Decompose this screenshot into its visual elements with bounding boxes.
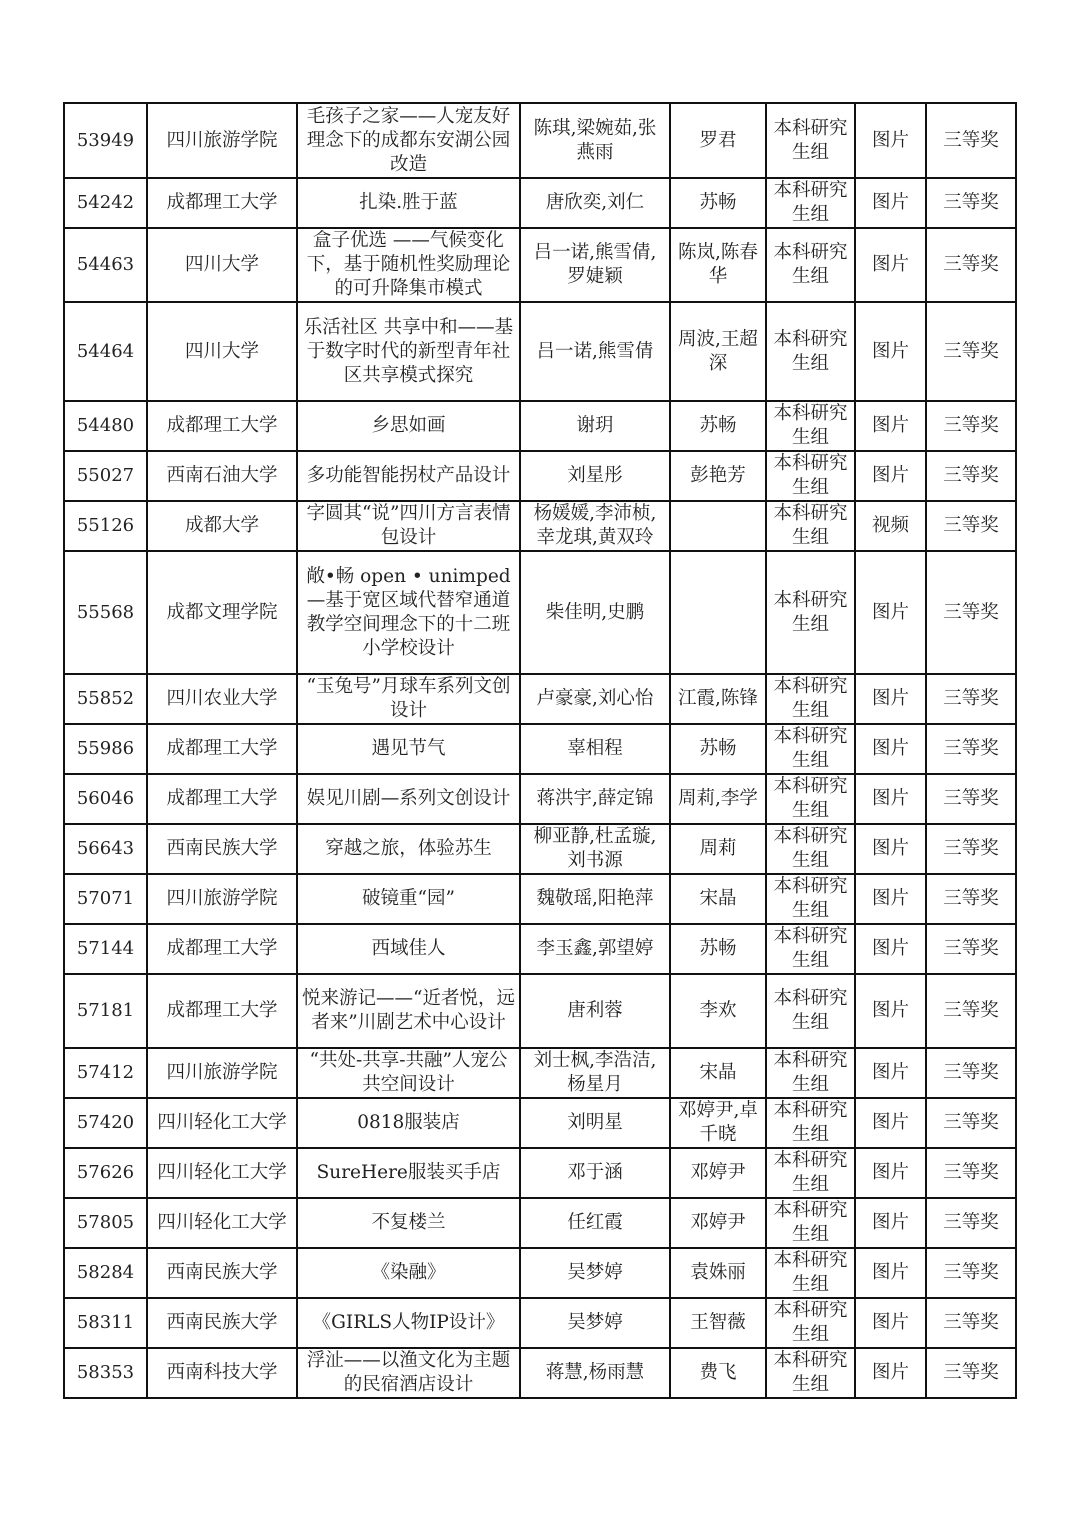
school-name-cell: 四川轻化工大学 bbox=[147, 1148, 297, 1198]
table-row bbox=[64, 974, 1016, 1048]
table-row bbox=[64, 1148, 1016, 1198]
authors-cell: 邓于涵 bbox=[520, 1148, 670, 1198]
award-level-cell: 三等奖 bbox=[926, 401, 1016, 451]
award-level-cell: 三等奖 bbox=[926, 551, 1016, 674]
advisor-cell: 邓婷尹 bbox=[670, 1148, 766, 1198]
advisor-cell: 苏畅 bbox=[670, 724, 766, 774]
work-title-cell: 浮沚——以渔文化为主题的民宿酒店设计 bbox=[297, 1348, 520, 1398]
authors-cell: 任红霞 bbox=[520, 1198, 670, 1248]
advisor-cell: 周莉,李学 bbox=[670, 774, 766, 824]
work-type-cell: 图片 bbox=[855, 103, 926, 178]
table-row bbox=[64, 924, 1016, 974]
school-name-cell: 西南民族大学 bbox=[147, 824, 297, 874]
award-level-cell: 三等奖 bbox=[926, 974, 1016, 1048]
award-level-cell: 三等奖 bbox=[926, 1198, 1016, 1248]
school-name-cell: 西南科技大学 bbox=[147, 1348, 297, 1398]
work-title-cell: 多功能智能拐杖产品设计 bbox=[297, 451, 520, 501]
award-level-cell: 三等奖 bbox=[926, 302, 1016, 401]
award-level-cell: 三等奖 bbox=[926, 103, 1016, 178]
advisor-cell: 苏畅 bbox=[670, 401, 766, 451]
entry-id-cell: 58284 bbox=[64, 1248, 147, 1298]
group-cell: 本科研究生组 bbox=[766, 924, 855, 974]
advisor-cell: 苏畅 bbox=[670, 178, 766, 228]
group-cell: 本科研究生组 bbox=[766, 103, 855, 178]
work-type-cell: 图片 bbox=[855, 674, 926, 724]
school-name-cell: 成都大学 bbox=[147, 501, 297, 551]
work-type-cell: 图片 bbox=[855, 1048, 926, 1098]
work-type-cell: 图片 bbox=[855, 774, 926, 824]
group-cell: 本科研究生组 bbox=[766, 1198, 855, 1248]
table-row bbox=[64, 824, 1016, 874]
work-type-cell: 图片 bbox=[855, 1248, 926, 1298]
school-name-cell: 四川轻化工大学 bbox=[147, 1198, 297, 1248]
advisor-cell: 彭艳芳 bbox=[670, 451, 766, 501]
award-level-cell: 三等奖 bbox=[926, 1298, 1016, 1348]
group-cell: 本科研究生组 bbox=[766, 1348, 855, 1398]
school-name-cell: 成都理工大学 bbox=[147, 178, 297, 228]
table-row bbox=[64, 103, 1016, 178]
school-name-cell: 四川旅游学院 bbox=[147, 103, 297, 178]
authors-cell: 李玉鑫,郭望婷 bbox=[520, 924, 670, 974]
work-title-cell: 盒子优选 ——气候变化下，基于随机性奖励理论的可升降集市模式 bbox=[297, 228, 520, 302]
advisor-cell: 江霞,陈锋 bbox=[670, 674, 766, 724]
award-level-cell: 三等奖 bbox=[926, 451, 1016, 501]
work-title-cell: “玉兔号”月球车系列文创设计 bbox=[297, 674, 520, 724]
authors-cell: 吴梦婷 bbox=[520, 1248, 670, 1298]
work-title-cell: 《染融》 bbox=[297, 1248, 520, 1298]
work-title-cell: 毛孩子之家——人宠友好理念下的成都东安湖公园改造 bbox=[297, 103, 520, 178]
work-type-cell: 视频 bbox=[855, 501, 926, 551]
group-cell: 本科研究生组 bbox=[766, 1248, 855, 1298]
authors-cell: 柴佳明,史鹏 bbox=[520, 551, 670, 674]
work-type-cell: 图片 bbox=[855, 824, 926, 874]
advisor-cell: 周莉 bbox=[670, 824, 766, 874]
work-title-cell: SureHere服装买手店 bbox=[297, 1148, 520, 1198]
group-cell: 本科研究生组 bbox=[766, 874, 855, 924]
authors-cell: 蒋洪宇,薛定锦 bbox=[520, 774, 670, 824]
work-title-cell: 悦来游记——“近者悦，远者来”川剧艺术中心设计 bbox=[297, 974, 520, 1048]
authors-cell: 魏敬瑶,阳艳萍 bbox=[520, 874, 670, 924]
group-cell: 本科研究生组 bbox=[766, 1148, 855, 1198]
table-row bbox=[64, 1248, 1016, 1298]
table-row bbox=[64, 501, 1016, 551]
award-level-cell: 三等奖 bbox=[926, 1248, 1016, 1298]
authors-cell: 辜相程 bbox=[520, 724, 670, 774]
entry-id-cell: 54480 bbox=[64, 401, 147, 451]
award-level-cell: 三等奖 bbox=[926, 924, 1016, 974]
award-level-cell: 三等奖 bbox=[926, 1098, 1016, 1148]
group-cell: 本科研究生组 bbox=[766, 451, 855, 501]
authors-cell: 吕一诺,熊雪倩 bbox=[520, 302, 670, 401]
award-level-cell: 三等奖 bbox=[926, 178, 1016, 228]
group-cell: 本科研究生组 bbox=[766, 401, 855, 451]
work-type-cell: 图片 bbox=[855, 874, 926, 924]
group-cell: 本科研究生组 bbox=[766, 228, 855, 302]
entry-id-cell: 57626 bbox=[64, 1148, 147, 1198]
advisor-cell: 邓婷尹 bbox=[670, 1198, 766, 1248]
work-title-cell: 敞•畅 open • unimped —基于宽区域代替窄通道教学空间理念下的十二班小学校设计 bbox=[297, 551, 520, 674]
group-cell: 本科研究生组 bbox=[766, 501, 855, 551]
work-type-cell: 图片 bbox=[855, 974, 926, 1048]
advisor-cell: 袁姝丽 bbox=[670, 1248, 766, 1298]
award-level-cell: 三等奖 bbox=[926, 874, 1016, 924]
group-cell: 本科研究生组 bbox=[766, 551, 855, 674]
award-level-cell: 三等奖 bbox=[926, 774, 1016, 824]
work-type-cell: 图片 bbox=[855, 1098, 926, 1148]
work-type-cell: 图片 bbox=[855, 178, 926, 228]
school-name-cell: 西南石油大学 bbox=[147, 451, 297, 501]
work-title-cell: 乡思如画 bbox=[297, 401, 520, 451]
entry-id-cell: 55126 bbox=[64, 501, 147, 551]
advisor-cell: 李欢 bbox=[670, 974, 766, 1048]
group-cell: 本科研究生组 bbox=[766, 824, 855, 874]
advisor-cell: 王智薇 bbox=[670, 1298, 766, 1348]
work-type-cell: 图片 bbox=[855, 724, 926, 774]
group-cell: 本科研究生组 bbox=[766, 724, 855, 774]
work-title-cell: 遇见节气 bbox=[297, 724, 520, 774]
table-row bbox=[64, 724, 1016, 774]
table-row bbox=[64, 674, 1016, 724]
authors-cell: 陈琪,梁婉茹,张燕雨 bbox=[520, 103, 670, 178]
work-type-cell: 图片 bbox=[855, 1298, 926, 1348]
entry-id-cell: 57420 bbox=[64, 1098, 147, 1148]
entry-id-cell: 57181 bbox=[64, 974, 147, 1048]
group-cell: 本科研究生组 bbox=[766, 774, 855, 824]
group-cell: 本科研究生组 bbox=[766, 1048, 855, 1098]
work-type-cell: 图片 bbox=[855, 228, 926, 302]
group-cell: 本科研究生组 bbox=[766, 974, 855, 1048]
table-row bbox=[64, 874, 1016, 924]
advisor-cell: 费飞 bbox=[670, 1348, 766, 1398]
authors-cell: 谢玥 bbox=[520, 401, 670, 451]
school-name-cell: 四川旅游学院 bbox=[147, 1048, 297, 1098]
award-level-cell: 三等奖 bbox=[926, 1348, 1016, 1398]
work-type-cell: 图片 bbox=[855, 451, 926, 501]
entry-id-cell: 55027 bbox=[64, 451, 147, 501]
table-row bbox=[64, 401, 1016, 451]
entry-id-cell: 58311 bbox=[64, 1298, 147, 1348]
entry-id-cell: 58353 bbox=[64, 1348, 147, 1398]
authors-cell: 卢豪豪,刘心怡 bbox=[520, 674, 670, 724]
award-table-body bbox=[64, 103, 1016, 1398]
authors-cell: 唐欣奕,刘仁 bbox=[520, 178, 670, 228]
work-type-cell: 图片 bbox=[855, 924, 926, 974]
advisor-cell: 邓婷尹,卓千晓 bbox=[670, 1098, 766, 1148]
table-row bbox=[64, 228, 1016, 302]
school-name-cell: 西南民族大学 bbox=[147, 1298, 297, 1348]
advisor-cell: 周波,王超深 bbox=[670, 302, 766, 401]
award-table bbox=[63, 102, 1017, 1399]
award-level-cell: 三等奖 bbox=[926, 1148, 1016, 1198]
advisor-cell bbox=[670, 501, 766, 551]
school-name-cell: 成都理工大学 bbox=[147, 774, 297, 824]
table-row bbox=[64, 1198, 1016, 1248]
work-title-cell: 乐活社区 共享中和——基于数字时代的新型青年社区共享模式探究 bbox=[297, 302, 520, 401]
work-type-cell: 图片 bbox=[855, 1148, 926, 1198]
entry-id-cell: 57144 bbox=[64, 924, 147, 974]
work-title-cell: 0818服装店 bbox=[297, 1098, 520, 1148]
entry-id-cell: 56643 bbox=[64, 824, 147, 874]
school-name-cell: 成都理工大学 bbox=[147, 724, 297, 774]
entry-id-cell: 57805 bbox=[64, 1198, 147, 1248]
table-row bbox=[64, 1298, 1016, 1348]
group-cell: 本科研究生组 bbox=[766, 1298, 855, 1348]
table-row bbox=[64, 774, 1016, 824]
entry-id-cell: 54464 bbox=[64, 302, 147, 401]
table-row bbox=[64, 1048, 1016, 1098]
authors-cell: 吕一诺,熊雪倩,罗婕颖 bbox=[520, 228, 670, 302]
table-row bbox=[64, 178, 1016, 228]
authors-cell: 刘明星 bbox=[520, 1098, 670, 1148]
award-level-cell: 三等奖 bbox=[926, 674, 1016, 724]
authors-cell: 柳亚静,杜孟璇,刘书源 bbox=[520, 824, 670, 874]
entry-id-cell: 57412 bbox=[64, 1048, 147, 1098]
award-level-cell: 三等奖 bbox=[926, 1048, 1016, 1098]
work-title-cell: 西域佳人 bbox=[297, 924, 520, 974]
group-cell: 本科研究生组 bbox=[766, 178, 855, 228]
advisor-cell: 苏畅 bbox=[670, 924, 766, 974]
work-title-cell: 《GIRLS人物IP设计》 bbox=[297, 1298, 520, 1348]
table-row bbox=[64, 1348, 1016, 1398]
table-row bbox=[64, 551, 1016, 674]
entry-id-cell: 55568 bbox=[64, 551, 147, 674]
advisor-cell bbox=[670, 551, 766, 674]
work-title-cell: 不复楼兰 bbox=[297, 1198, 520, 1248]
group-cell: 本科研究生组 bbox=[766, 1098, 855, 1148]
school-name-cell: 成都理工大学 bbox=[147, 401, 297, 451]
entry-id-cell: 53949 bbox=[64, 103, 147, 178]
authors-cell: 刘星彤 bbox=[520, 451, 670, 501]
entry-id-cell: 55852 bbox=[64, 674, 147, 724]
work-title-cell: 扎染.胜于蓝 bbox=[297, 178, 520, 228]
school-name-cell: 四川旅游学院 bbox=[147, 874, 297, 924]
entry-id-cell: 57071 bbox=[64, 874, 147, 924]
group-cell: 本科研究生组 bbox=[766, 674, 855, 724]
school-name-cell: 四川大学 bbox=[147, 228, 297, 302]
school-name-cell: 成都理工大学 bbox=[147, 924, 297, 974]
school-name-cell: 成都文理学院 bbox=[147, 551, 297, 674]
table-row bbox=[64, 451, 1016, 501]
entry-id-cell: 56046 bbox=[64, 774, 147, 824]
award-level-cell: 三等奖 bbox=[926, 824, 1016, 874]
authors-cell: 蒋慧,杨雨慧 bbox=[520, 1348, 670, 1398]
work-type-cell: 图片 bbox=[855, 401, 926, 451]
work-title-cell: 娱见川剧—系列文创设计 bbox=[297, 774, 520, 824]
school-name-cell: 成都理工大学 bbox=[147, 974, 297, 1048]
work-title-cell: 穿越之旅，体验苏生 bbox=[297, 824, 520, 874]
table-row bbox=[64, 1098, 1016, 1148]
work-type-cell: 图片 bbox=[855, 551, 926, 674]
advisor-cell: 宋晶 bbox=[670, 874, 766, 924]
authors-cell: 唐利蓉 bbox=[520, 974, 670, 1048]
school-name-cell: 四川大学 bbox=[147, 302, 297, 401]
award-level-cell: 三等奖 bbox=[926, 228, 1016, 302]
authors-cell: 刘士枫,李浩洁,杨星月 bbox=[520, 1048, 670, 1098]
advisor-cell: 陈岚,陈春华 bbox=[670, 228, 766, 302]
authors-cell: 吴梦婷 bbox=[520, 1298, 670, 1348]
authors-cell: 杨媛媛,李沛桢,幸龙琪,黄双玲 bbox=[520, 501, 670, 551]
award-level-cell: 三等奖 bbox=[926, 501, 1016, 551]
school-name-cell: 四川轻化工大学 bbox=[147, 1098, 297, 1148]
group-cell: 本科研究生组 bbox=[766, 302, 855, 401]
school-name-cell: 四川农业大学 bbox=[147, 674, 297, 724]
work-title-cell: 字圆其“说”四川方言表情包设计 bbox=[297, 501, 520, 551]
work-type-cell: 图片 bbox=[855, 302, 926, 401]
work-type-cell: 图片 bbox=[855, 1348, 926, 1398]
advisor-cell: 罗君 bbox=[670, 103, 766, 178]
entry-id-cell: 55986 bbox=[64, 724, 147, 774]
entry-id-cell: 54463 bbox=[64, 228, 147, 302]
advisor-cell: 宋晶 bbox=[670, 1048, 766, 1098]
table-row bbox=[64, 302, 1016, 401]
award-level-cell: 三等奖 bbox=[926, 724, 1016, 774]
work-title-cell: “共处-共享-共融”人宠公共空间设计 bbox=[297, 1048, 520, 1098]
work-title-cell: 破镜重“园” bbox=[297, 874, 520, 924]
entry-id-cell: 54242 bbox=[64, 178, 147, 228]
work-type-cell: 图片 bbox=[855, 1198, 926, 1248]
school-name-cell: 西南民族大学 bbox=[147, 1248, 297, 1298]
